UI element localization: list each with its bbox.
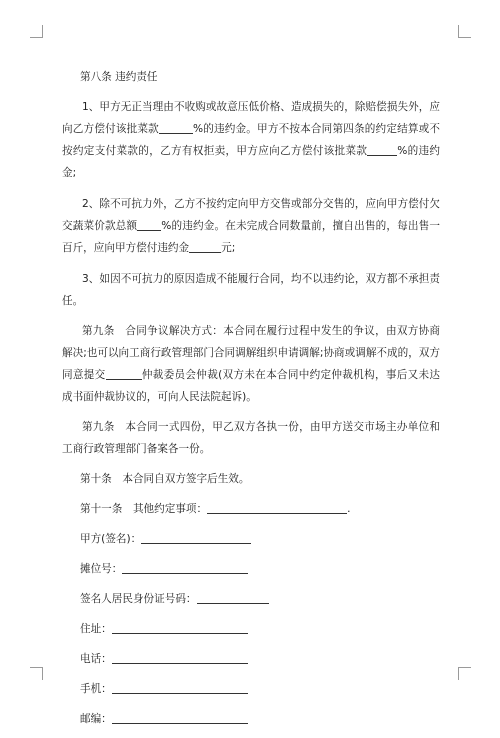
- penalty-rate-blank-1[interactable]: [159, 121, 193, 134]
- article-11-end: .: [347, 503, 351, 515]
- address-blank[interactable]: [112, 621, 248, 634]
- other-terms-blank[interactable]: [207, 501, 347, 514]
- crop-mark-top-right: [458, 25, 471, 38]
- crop-mark-bottom-left: [30, 667, 43, 680]
- address-label: 住址：: [80, 623, 112, 635]
- article-9-dispute: [62, 320, 440, 408]
- dispute-text-a: 第九条 合同争议解决方式：本合同在履行过程中发生的争议，由双方协商解决;也可以向工商行政管理部门合同调解组织申请调解;协商或调解不成的，双方同意提交: [62, 325, 440, 381]
- article-11: [62, 498, 440, 520]
- id-number-row: [62, 588, 440, 610]
- postcode-blank[interactable]: [112, 711, 248, 724]
- stall-number-row: [62, 558, 440, 580]
- stall-number-label: 摊位号：: [80, 563, 123, 575]
- article-8-title: 第八条 违约责任: [80, 71, 158, 83]
- id-number-blank[interactable]: [197, 591, 269, 604]
- clause-1-text-c: %的违约金;: [62, 145, 440, 179]
- penalty-amount-blank[interactable]: [189, 240, 221, 253]
- phone-blank[interactable]: [112, 651, 248, 664]
- clause-2-text-c: 元;: [221, 242, 236, 254]
- party-a-signature-blank[interactable]: [141, 531, 251, 544]
- article-10: 第十条 本合同自双方签字后生效。: [80, 473, 250, 485]
- crop-mark-top-left: [30, 25, 43, 38]
- penalty-rate-blank-2[interactable]: [367, 143, 397, 156]
- article-8-clause-3: 3、如因不可抗力的原因造成不能履行合同，均不以违约论，双方都不承担责任。: [62, 273, 440, 307]
- id-number-label: 签名人居民身份证号码：: [80, 593, 197, 605]
- mobile-row: [62, 678, 440, 700]
- party-a-signature-row: [62, 528, 440, 550]
- article-9-copies: 第九条 本合同一式四份，甲乙双方各执一份，由甲方送交市场主办单位和工商行政管理部门备案各一份。: [62, 421, 440, 455]
- stall-number-blank[interactable]: [122, 561, 248, 574]
- mobile-blank[interactable]: [112, 681, 248, 694]
- crop-mark-bottom-right: [458, 667, 471, 680]
- article-8-clause-2: [62, 193, 440, 259]
- postcode-row: [62, 708, 440, 730]
- article-11-label: 第十一条 其他约定事项：: [80, 503, 208, 515]
- party-a-label: 甲方(签名)：: [80, 533, 142, 545]
- clause-2-text-a: 2、除不可抗力外，乙方不按约定向甲方交售或部分交售的，应向甲方偿付欠交蔬菜价款总额: [62, 198, 440, 232]
- clause-1-text-b: %的违约金。甲方不按本合同第四条的约定结算或不按约定支付菜款的，乙方有权拒卖，甲方应向乙方偿付该批菜款: [62, 123, 440, 157]
- document-body: [62, 66, 440, 738]
- phone-row: [62, 648, 440, 670]
- clause-2-text-b: %的违约金。在未完成合同数量前，擅自出售的，每出售一百斤，应向甲方偿付违约金: [62, 220, 440, 254]
- postcode-label: 邮编：: [80, 713, 112, 725]
- address-row: [62, 618, 440, 640]
- clause-1-text-a: 1、甲方无正当理由不收购或故意压低价格、造成损失的，除赔偿损失外，应向乙方偿付该批菜款: [62, 101, 440, 135]
- penalty-rate-blank-3[interactable]: [137, 218, 161, 231]
- mobile-label: 手机：: [80, 683, 112, 695]
- arbitration-committee-blank[interactable]: [106, 367, 142, 380]
- phone-label: 电话：: [80, 653, 112, 665]
- article-8-clause-1: [62, 96, 440, 184]
- dispute-text-b: 仲裁委员会仲裁(双方未在本合同中约定仲裁机构，事后又未达成书面仲裁协议的，可向人民法院起诉)。: [62, 369, 440, 403]
